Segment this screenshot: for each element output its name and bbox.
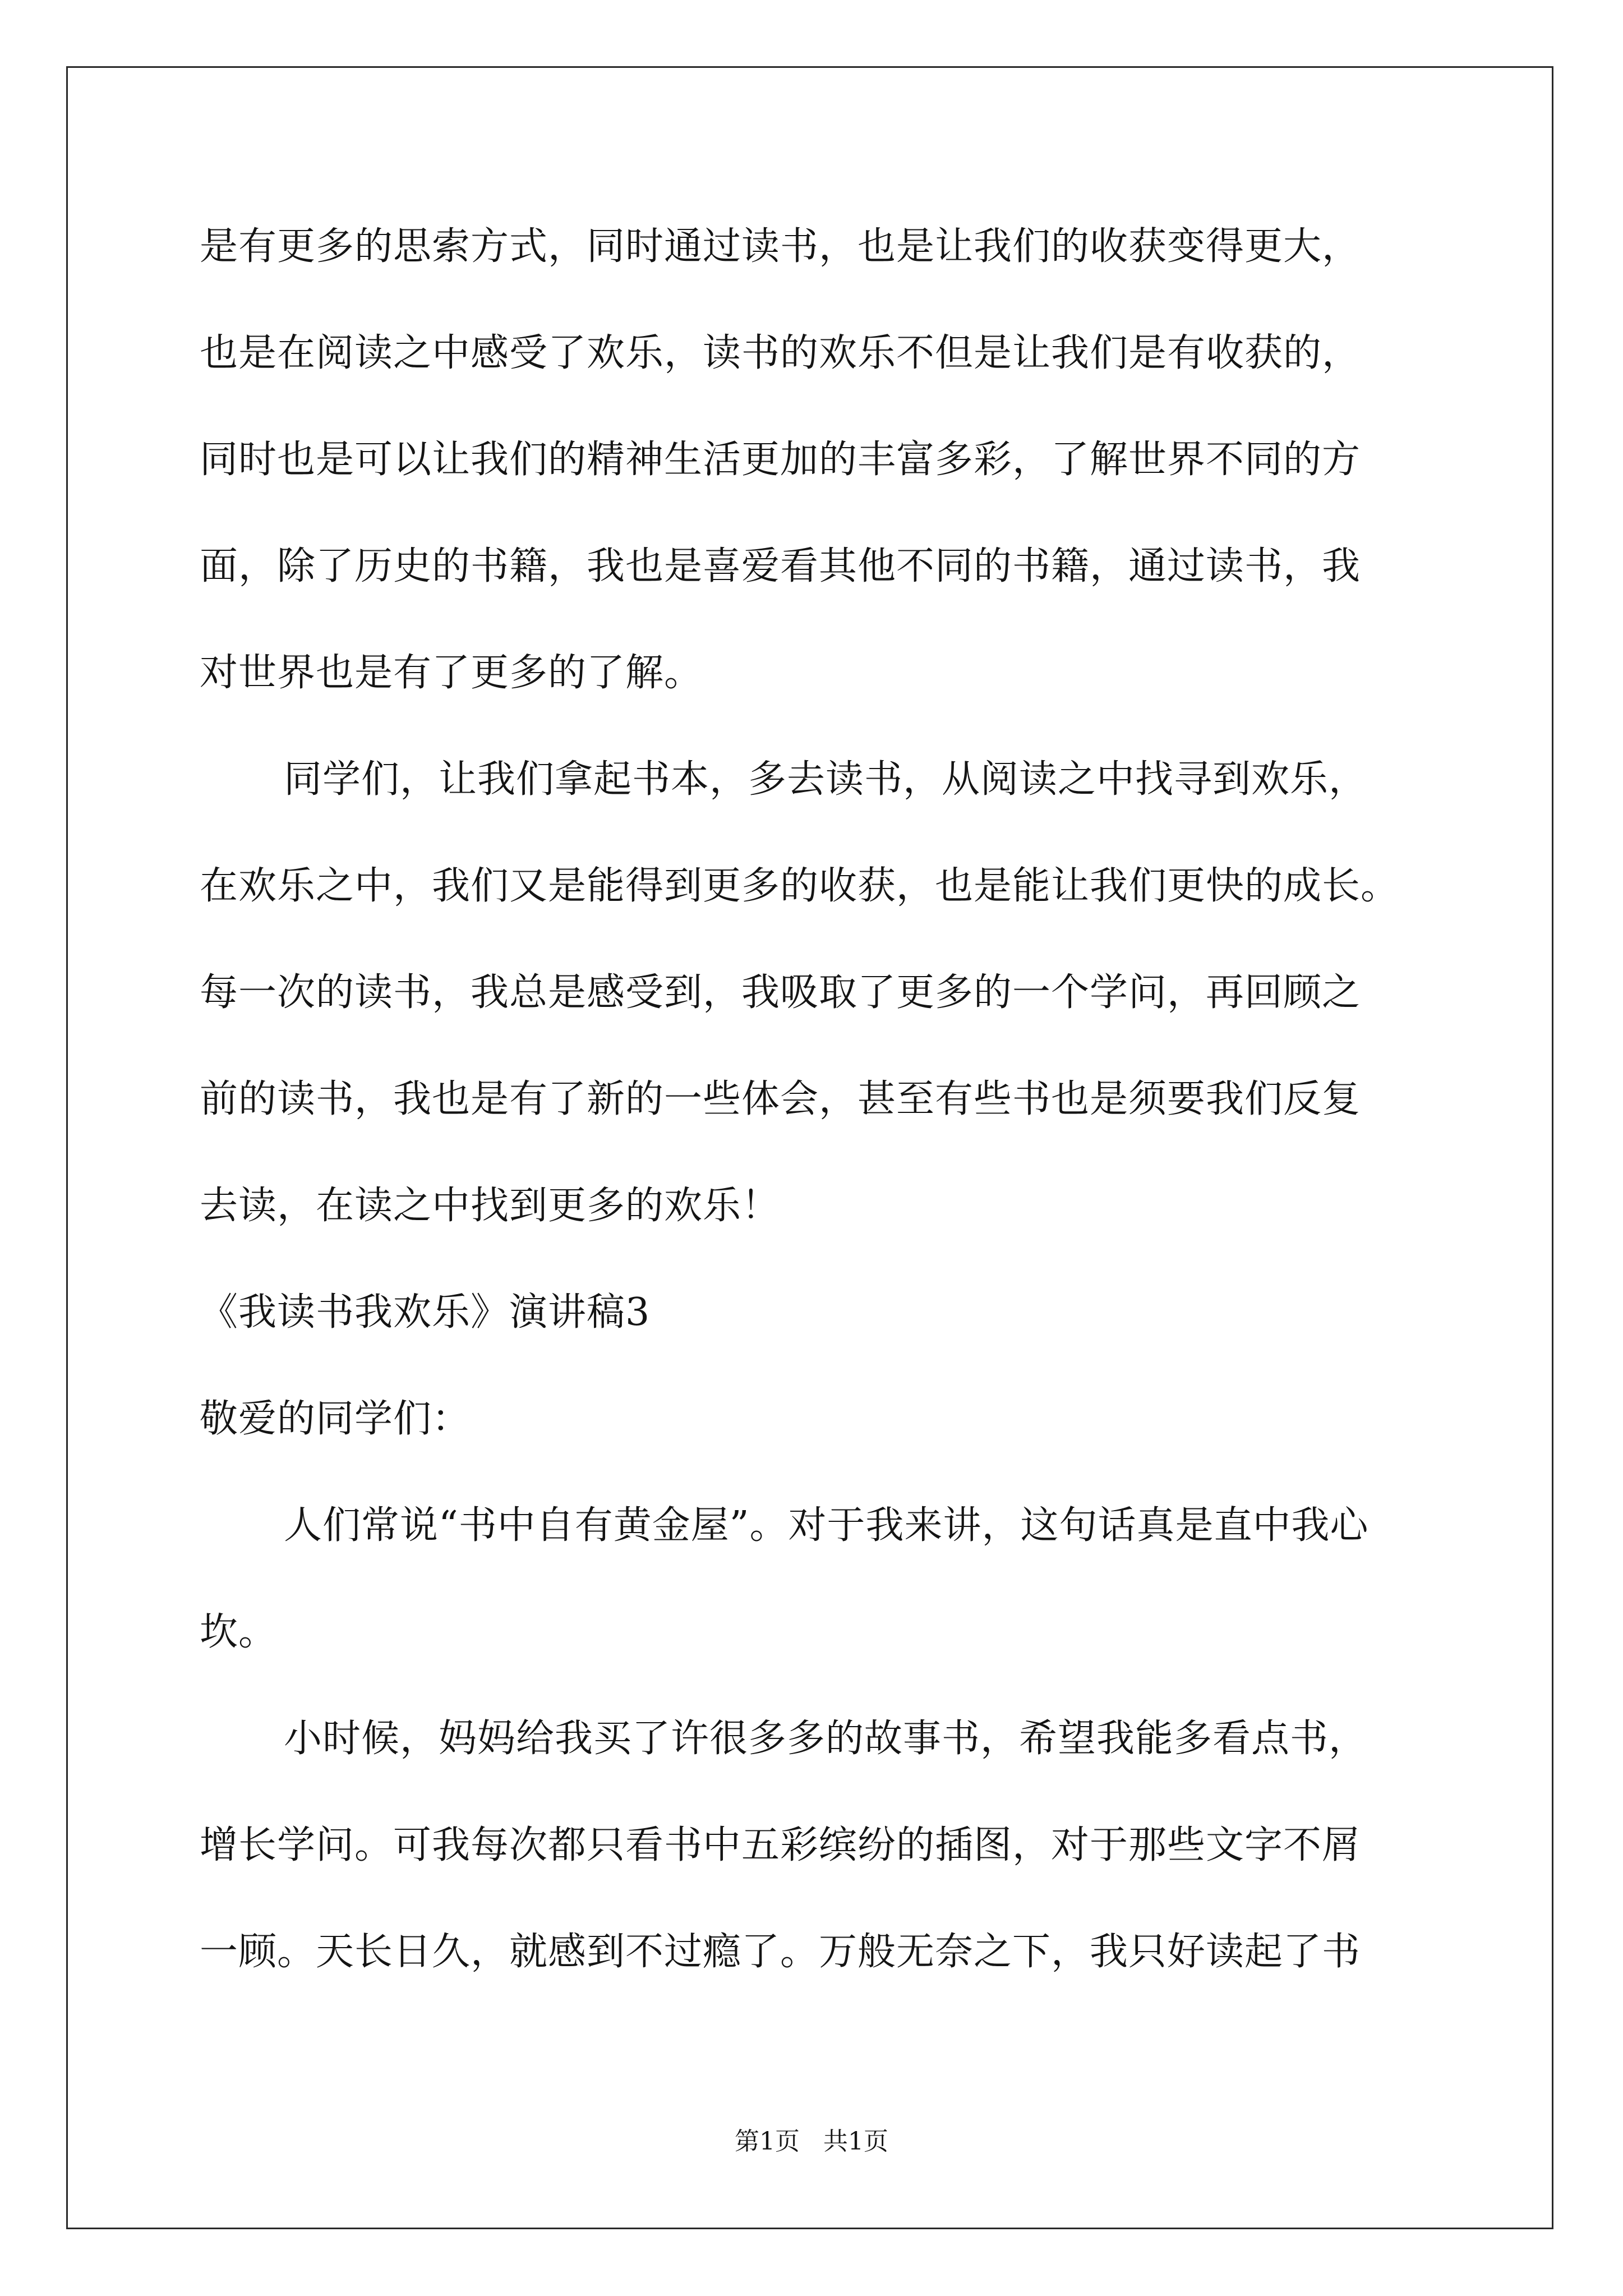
body-line: 面，除了历史的书籍，我也是喜爱看其他不同的书籍，通过读书，我 xyxy=(200,544,1361,588)
body-line: 去读，在读之中找到更多的欢乐！ xyxy=(200,1184,781,1228)
body-line: 坎。 xyxy=(200,1610,278,1654)
body-line: 也是在阅读之中感受了欢乐，读书的欢乐不但是让我们是有收获的， xyxy=(200,331,1361,375)
salutation: 敬爱的同学们： xyxy=(200,1397,471,1441)
body-line: 同时也是可以让我们的精神生活更加的丰富多彩，了解世界不同的方 xyxy=(200,438,1361,482)
body-line: 在欢乐之中，我们又是能得到更多的收获，也是能让我们更快的成长。 xyxy=(200,864,1400,908)
body-line: 小时候，妈妈给我买了许很多多的故事书，希望我能多看点书， xyxy=(284,1717,1368,1761)
body-line: 是有更多的思索方式，同时通过读书，也是让我们的收获变得更大， xyxy=(200,224,1361,269)
page-border xyxy=(66,66,1553,2229)
body-line: 增长学问。可我每次都只看书中五彩缤纷的插图，对于那些文字不屑 xyxy=(200,1823,1361,1867)
body-line: 人们常说“书中自有黄金屋”。对于我来讲，这句话真是直中我心 xyxy=(284,1503,1369,1548)
section-title: 《我读书我欢乐》演讲稿3 xyxy=(200,1290,651,1335)
body-line: 同学们，让我们拿起书本，多去读书，从阅读之中找寻到欢乐， xyxy=(284,757,1368,802)
body-line: 一顾。天长日久，就感到不过瘾了。万般无奈之下，我只好读起了书 xyxy=(200,1930,1361,1974)
body-line: 前的读书，我也是有了新的一些体会，甚至有些书也是须要我们反复 xyxy=(200,1077,1361,1121)
body-line: 对世界也是有了更多的了解。 xyxy=(200,651,703,695)
page-number: 第1页 共1页 xyxy=(735,2127,888,2156)
body-line: 每一次的读书，我总是感受到，我吸取了更多的一个学问，再回顾之 xyxy=(200,970,1361,1015)
